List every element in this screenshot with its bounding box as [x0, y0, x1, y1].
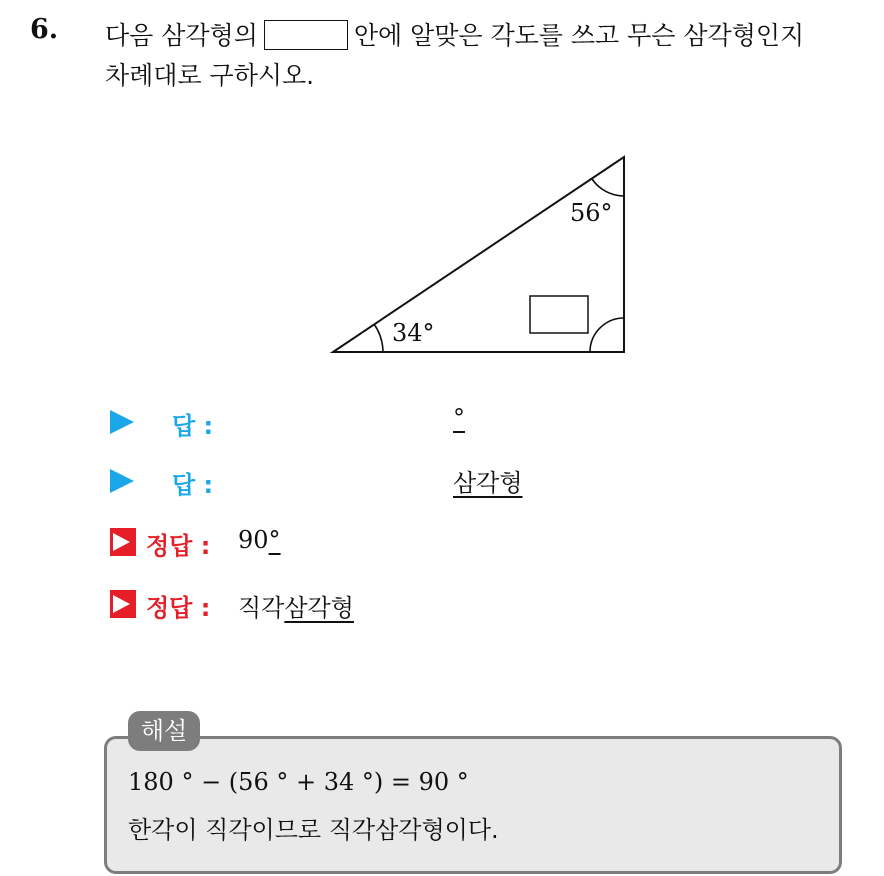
correct-value-underlined: ° — [268, 526, 281, 554]
correct-label: 정답 : — [146, 532, 211, 560]
outline-play-icon-inner — [113, 533, 130, 551]
correct-label: 정답 : — [146, 594, 211, 622]
correct-value — [238, 526, 281, 554]
explanation-line-1: 180 ° − (56 ° + 34 °) = 90 ° — [128, 768, 469, 796]
answer-value: 삼각형 — [453, 469, 523, 497]
explanation-line-2: 한각이 직각이므로 직각삼각형이다. — [128, 816, 499, 844]
answer-row-1 — [110, 404, 530, 438]
angle-arc-right — [590, 318, 624, 352]
angle-label-top: 56° — [570, 199, 613, 227]
explanation-box — [104, 736, 842, 874]
correct-value-prefix: 직각 — [238, 594, 285, 622]
triangle-shape — [333, 157, 624, 352]
question-text-line-2: 차례대로 구하시오. — [105, 61, 315, 90]
question-text-after-box: 안에 알맞은 각도를 쓰고 무슨 삼각형인지 — [353, 21, 805, 50]
explanation-title: 해설 — [128, 711, 200, 751]
angle-arc-top — [592, 179, 624, 196]
angle-label-left: 34° — [392, 319, 435, 347]
question-number: 6. — [30, 14, 59, 45]
answer-value: ° — [453, 404, 465, 432]
play-icon — [110, 410, 134, 434]
correct-value-prefix: 90 — [238, 526, 269, 554]
answer-blank-box — [530, 296, 588, 333]
triangle-diagram — [0, 0, 884, 400]
answer-row-2 — [110, 463, 570, 497]
play-icon — [110, 469, 134, 493]
angle-arc-left — [374, 324, 383, 352]
correct-value-underlined: 삼각형 — [284, 594, 354, 622]
correct-answer-row-2 — [110, 587, 470, 621]
correct-answer-row-1 — [110, 525, 410, 559]
correct-value — [238, 588, 354, 623]
question-text-before-box: 다음 삼각형의 — [105, 21, 258, 50]
answer-label: 답 : — [172, 471, 214, 499]
outline-play-icon-inner — [113, 595, 130, 613]
answer-label: 답 : — [172, 412, 214, 440]
